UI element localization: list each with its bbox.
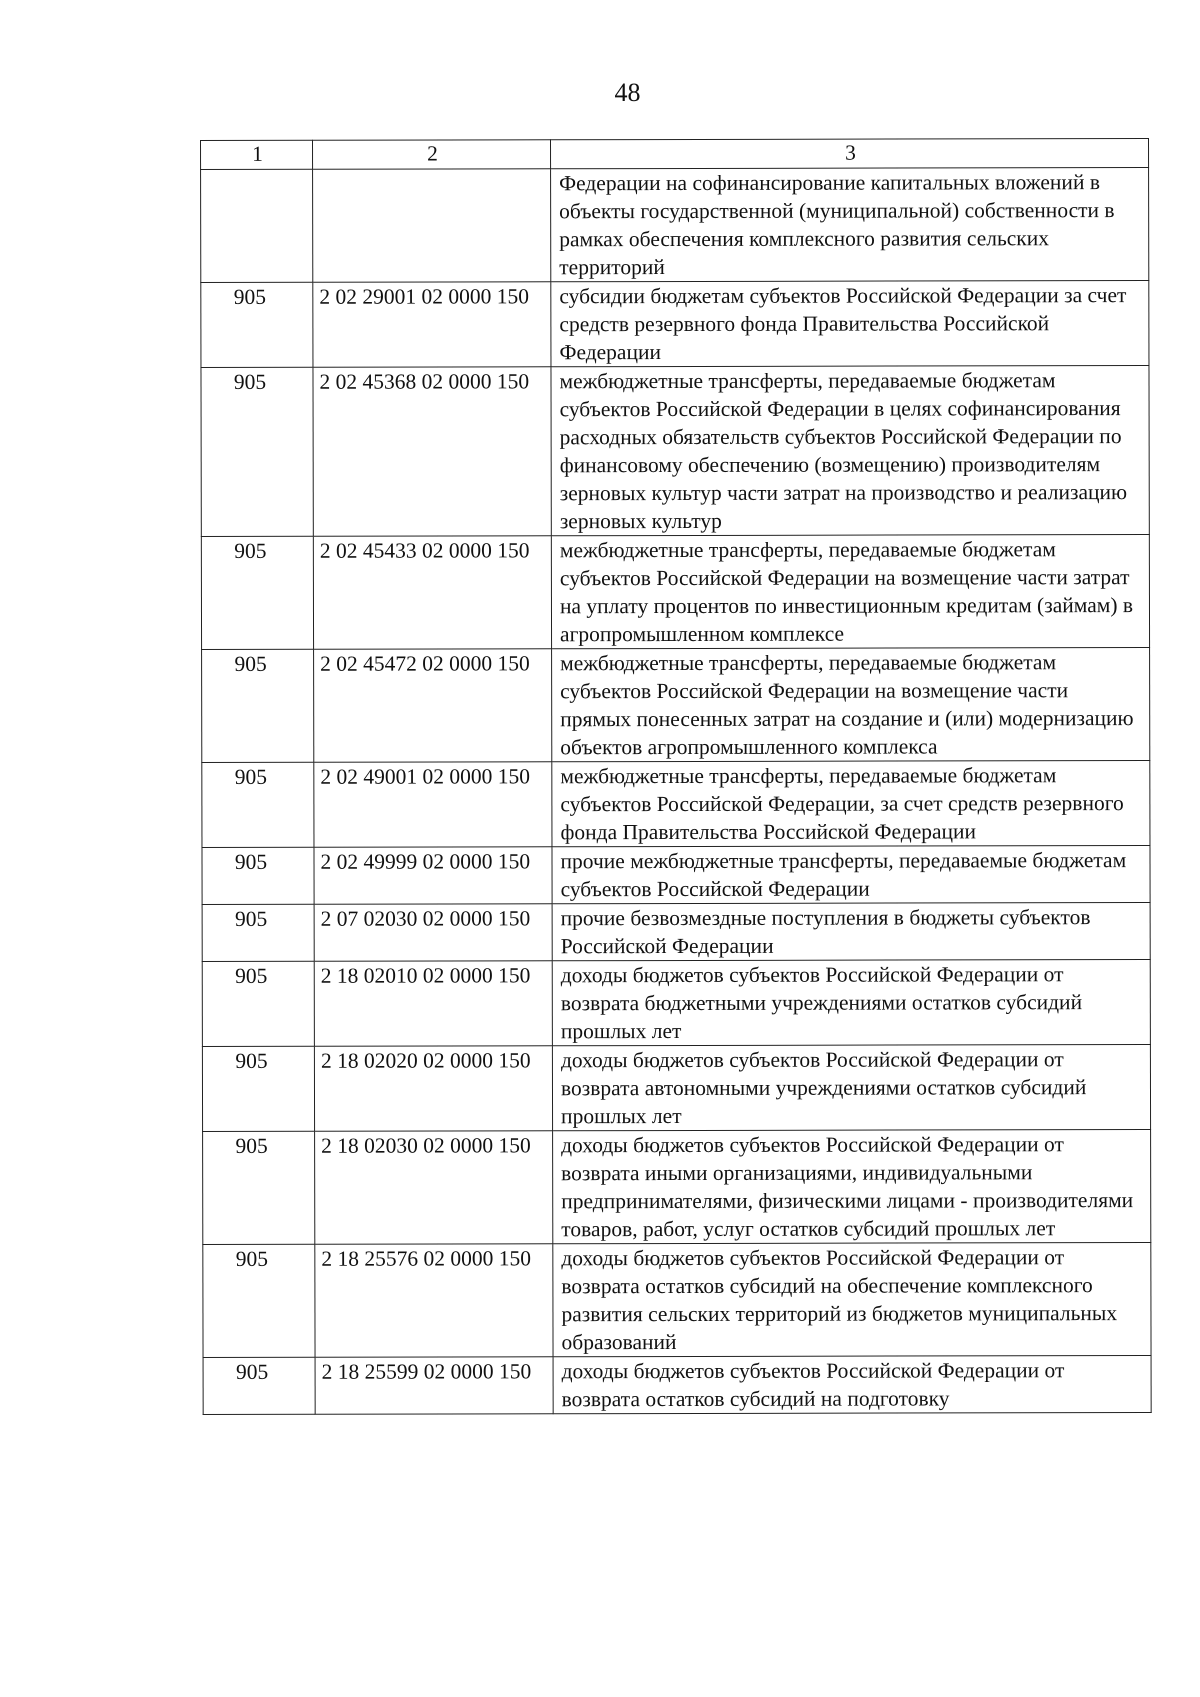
revenue-name-cell: межбюджетные трансферты, передаваемые бюджетам субъектов Российской Федерации на возмещение части затрат на уплату процентов по инвестиционным кредитам (займам) в агропромышленном комплексе	[551, 535, 1149, 649]
admin-code-cell: 905	[203, 1357, 315, 1414]
revenue-code-cell: 2 02 45472 02 0000 150	[314, 649, 552, 762]
admin-code-cell: 905	[202, 847, 314, 904]
revenue-name-cell: субсидии бюджетам субъектов Российской Федерации за счет средств резервного фонда Правительства Российской Федерации	[551, 281, 1149, 367]
admin-code-cell: 905	[201, 367, 313, 536]
admin-code-cell: 905	[202, 762, 314, 847]
revenue-code-cell: 2 18 25576 02 0000 150	[315, 1244, 553, 1357]
revenue-name-cell: доходы бюджетов субъектов Российской Федерации от возврата автономными учреждениями остатков субсидий прошлых лет	[552, 1045, 1150, 1131]
revenue-code-cell: 2 18 25599 02 0000 150	[315, 1357, 553, 1414]
table-row	[202, 1045, 1150, 1132]
column-header-1: 1	[201, 140, 313, 169]
table-row	[202, 960, 1150, 1047]
table-row	[202, 846, 1150, 905]
revenue-name-cell: доходы бюджетов субъектов Российской Федерации от возврата бюджетными учреждениями остатков субсидий прошлых лет	[552, 960, 1150, 1046]
column-header-2: 2	[313, 140, 551, 169]
admin-code-cell: 905	[203, 1244, 315, 1357]
table-row	[201, 168, 1149, 283]
column-header-3: 3	[551, 139, 1149, 169]
revenue-name-cell: доходы бюджетов субъектов Российской Федерации от возврата иными организациями, индивидуальными предпринимателями, физическими лицами - производителями товаров, работ, услуг остатков субсидий прошлых лет	[553, 1130, 1151, 1244]
table-row	[202, 648, 1150, 763]
admin-code-cell: 905	[202, 904, 314, 961]
table-row	[202, 903, 1150, 962]
table-row	[201, 281, 1149, 368]
revenue-code-cell: 2 07 02030 02 0000 150	[314, 904, 552, 961]
revenue-name-cell: прочие межбюджетные трансферты, передаваемые бюджетам субъектов Российской Федерации	[552, 846, 1150, 904]
table-row	[203, 1356, 1151, 1415]
revenue-code-cell: 2 02 45433 02 0000 150	[313, 536, 551, 649]
revenue-name-cell: Федерации на софинансирование капитальных вложений в объекты государственной (муниципальной) собственности в рамках обеспечения комплексного развития сельских территорий	[551, 168, 1149, 282]
admin-code-cell	[201, 169, 313, 282]
revenue-code-cell: 2 02 29001 02 0000 150	[313, 282, 551, 367]
revenue-name-cell: межбюджетные трансферты, передаваемые бюджетам субъектов Российской Федерации в целях софинансирования расходных обязательств субъектов Российской Федерации по финансовому обеспечению (возмещению) производителям зерновых культур части затрат на производство и реализацию зерновых культур	[551, 366, 1149, 536]
revenue-code-cell: 2 18 02020 02 0000 150	[314, 1046, 552, 1131]
admin-code-cell: 905	[203, 1131, 315, 1244]
table-row	[202, 761, 1150, 848]
revenue-code-cell: 2 02 49999 02 0000 150	[314, 847, 552, 904]
admin-code-cell: 905	[202, 1046, 314, 1131]
table-row	[201, 366, 1149, 537]
admin-code-cell: 905	[202, 649, 314, 762]
admin-code-cell: 905	[202, 961, 314, 1046]
revenue-code-cell: 2 02 45368 02 0000 150	[313, 367, 551, 536]
revenue-code-cell: 2 18 02010 02 0000 150	[314, 961, 552, 1046]
admin-code-cell: 905	[201, 282, 313, 367]
admin-code-cell: 905	[201, 536, 313, 649]
table-header-row	[201, 139, 1149, 170]
table-row	[201, 535, 1149, 650]
table-row	[203, 1130, 1151, 1245]
revenue-name-cell: доходы бюджетов субъектов Российской Федерации от возврата остатков субсидий на обеспечение комплексного развития сельских территорий из бюджетов муниципальных образований	[553, 1243, 1151, 1357]
revenue-name-cell: межбюджетные трансферты, передаваемые бюджетам субъектов Российской Федерации, за счет средств резервного фонда Правительства Российской Федерации	[552, 761, 1150, 847]
revenue-name-cell: доходы бюджетов субъектов Российской Федерации от возврата остатков субсидий на подготовку	[553, 1356, 1151, 1414]
page-number: 48	[614, 78, 641, 107]
revenue-code-cell	[313, 169, 551, 282]
revenue-name-cell: прочие безвозмездные поступления в бюджеты субъектов Российской Федерации	[552, 903, 1150, 961]
revenue-codes-table	[200, 138, 1152, 1415]
table-row	[203, 1243, 1151, 1358]
revenue-code-cell: 2 02 49001 02 0000 150	[314, 762, 552, 847]
revenue-name-cell: межбюджетные трансферты, передаваемые бюджетам субъектов Российской Федерации на возмещение части прямых понесенных затрат на создание и (или) модернизацию объектов агропромышленного комплекса	[552, 648, 1150, 762]
revenue-code-cell: 2 18 02030 02 0000 150	[315, 1131, 553, 1244]
